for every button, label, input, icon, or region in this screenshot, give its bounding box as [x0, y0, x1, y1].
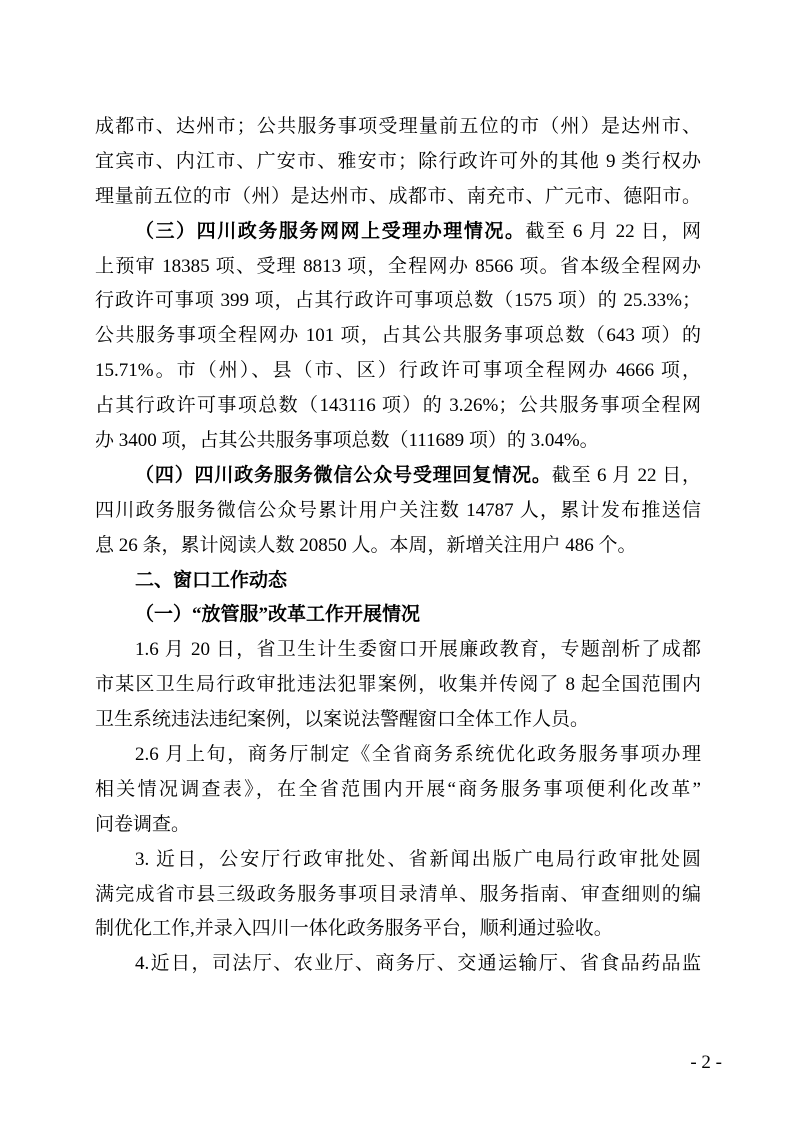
text-line: 卫生系统违法违纪案例，以案说法警醒窗口全体工作人员。 — [95, 709, 590, 731]
text-line: 上预审 18385 项、受理 8813 项，全程网办 8566 项。省本级全程网办 — [95, 255, 701, 277]
text-span: 截至 6 月 22 日， — [551, 464, 701, 486]
paragraph-3-first-line — [95, 215, 701, 250]
text-span: 截至 6 月 22 日，网 — [525, 220, 701, 242]
text-line: 办 3400 项，占其公共服务事项总数（111689 项）的 3.04%。 — [95, 430, 599, 452]
text-line: 宜宾市、内江市、广安市、雅安市；除行政许可外的其他 9 类行权办 — [95, 150, 701, 172]
paragraph-4-first-line — [95, 459, 701, 494]
text-line: 制优化工作,并录入四川一体化政务服务平台，顺利通过验收。 — [95, 918, 613, 940]
text-line: 15.71%。市（州）、县（市、区）行政许可事项全程网办 4666 项， — [95, 360, 701, 382]
text-line: 满完成省市县三级政务服务事项目录清单、服务指南、审查细则的编 — [95, 883, 701, 905]
text-line: 问卷调查。 — [95, 813, 191, 835]
text-line: 4.近日，司法厅、农业厅、商务厅、交通运输厅、省食品药品监 — [135, 953, 701, 975]
text-line: 相关情况调查表》，在全省范围内开展“商务服务事项便利化改革” — [95, 778, 701, 800]
text-line: 四川政务服务微信公众号累计用户关注数 14787 人，累计发布推送信 — [95, 499, 701, 521]
text-line: 理量前五位的市（州）是达州市、成都市、南充市、广元市、德阳市。 — [95, 185, 701, 207]
text-line: 1.6 月 20 日，省卫生计生委窗口开展廉政教育，专题剖析了成都 — [135, 639, 701, 661]
text-line: 成都市、达州市；公共服务事项受理量前五位的市（州）是达州市、 — [95, 116, 701, 137]
text-line: 行政许可事项 399 项，占其行政许可事项总数（1575 项）的 25.33%； — [95, 290, 701, 312]
text-line: 息 26 条，累计阅读人数 20850 人。本周，新增关注用户 486 个。 — [95, 534, 637, 556]
page-number: - 2 - — [690, 1052, 722, 1073]
section-heading: 二、窗口工作动态 — [135, 569, 288, 591]
paragraph-heading: （四）四川政务服务微信公众号受理回复情况。 — [135, 464, 552, 486]
text-line: 占其行政许可事项总数（143116 项）的 3.26%；公共服务事项全程网 — [95, 395, 701, 417]
paragraph-heading: （三）四川政务服务网网上受理办理情况。 — [135, 220, 526, 242]
text-line: 公共服务事项全程网办 101 项，占其公共服务事项总数（643 项）的 — [95, 325, 701, 347]
text-line: 2.6 月上旬，商务厅制定《全省商务系统优化政务服务事项办理 — [135, 744, 701, 766]
document-body — [95, 110, 701, 982]
text-line: 3. 近日，公安厅行政审批处、省新闻出版广电局行政审批处圆 — [135, 848, 701, 870]
text-line: 市某区卫生局行政审批违法犯罪案例，收集并传阅了 8 起全国范围内 — [95, 674, 701, 696]
subsection-heading: （一）“放管服”改革工作开展情况 — [135, 604, 421, 626]
